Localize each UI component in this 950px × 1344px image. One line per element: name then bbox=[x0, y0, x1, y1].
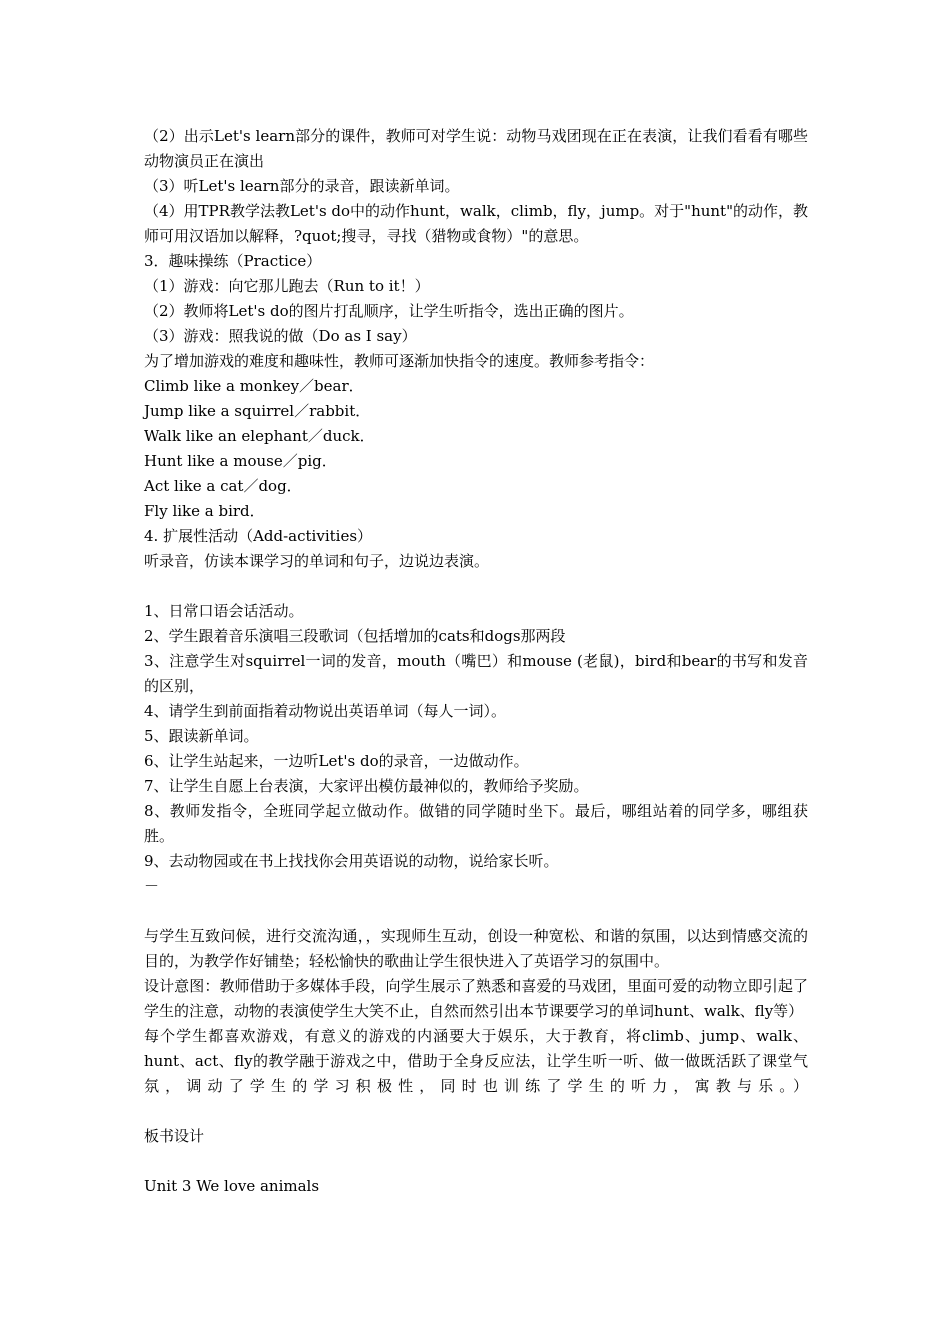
list-item-1: 1、日常口语会话活动。 bbox=[144, 602, 304, 620]
paragraph-game-rationale: 每个学生都喜欢游戏，有意义的游戏的内涵要大于娱乐，大于教育，将climb、jump、walk、hunt、act、fly的教学融于游戏之中，借助于全身反应法，让学生听一听、做一做既活跃了课堂气氛，调动了学生的学习积极性，同时也训练了学生的听力，寓教与乐。） bbox=[144, 1027, 808, 1095]
paragraph-game-2: （2）教师将Let's do的图片打乱顺序，让学生听指令，选出正确的图片。 bbox=[144, 302, 634, 320]
blank-line bbox=[144, 1099, 808, 1124]
paragraph-listen: 听录音，仿读本课学习的单词和句子，边说边表演。 bbox=[144, 552, 490, 570]
document-body bbox=[144, 124, 808, 1199]
dash-separator: － bbox=[144, 877, 160, 895]
blank-line bbox=[144, 574, 808, 599]
paragraph-design-intent: 设计意图：教师借助于多媒体手段，向学生展示了熟悉和喜爱的马戏团，里面可爱的动物立即引起了学生的注意，动物的表演使学生大笑不止，自然而然引出本节课要学习的单词hunt、walk、fly等） bbox=[144, 977, 808, 1020]
paragraph-game-3: （3）游戏：照我说的做（Do as I say） bbox=[144, 327, 417, 345]
paragraph-step-2: （2）出示Let's learn部分的课件，教师可对学生说：动物马戏团现在正在表演，让我们看看有哪些动物演员正在演出 bbox=[144, 127, 808, 170]
list-item-2: 2、学生跟着音乐演唱三段歌词（包括增加的cats和dogs那两段 bbox=[144, 627, 566, 645]
instruction-fly: Fly like a bird． bbox=[144, 502, 265, 520]
paragraph-greeting-rationale: 与学生互致问候，进行交流沟通，，实现师生互动，创设一种宽松、和谐的氛围，以达到情感交流的目的，为教学作好铺垫；轻松愉快的歌曲让学生很快进入了英语学习的氛围中。 bbox=[144, 927, 808, 970]
instruction-climb: Climb like a monkey／bear． bbox=[144, 377, 364, 395]
paragraph-step-3: （3）听Let's learn部分的录音，跟读新单词。 bbox=[144, 177, 460, 195]
list-item-9: 9、去动物园或在书上找找你会用英语说的动物，说给家长听。 bbox=[144, 852, 559, 870]
list-item-4: 4、请学生到前面指着动物说出英语单词（每人一词）。 bbox=[144, 702, 507, 720]
instruction-hunt: Hunt like a mouse／pig． bbox=[144, 452, 337, 470]
instruction-act: Act like a cat／dog． bbox=[144, 477, 302, 495]
list-item-5: 5、跟读新单词。 bbox=[144, 727, 259, 745]
instruction-walk: Walk like an elephant／duck． bbox=[144, 427, 375, 445]
list-item-7: 7、让学生自愿上台表演，大家评出模仿最神似的，教师给予奖励。 bbox=[144, 777, 589, 795]
section-heading-add-activities: 4. 扩展性活动（Add-activities） bbox=[144, 527, 373, 545]
list-item-8: 8、教师发指令，全班同学起立做动作。做错的同学随时坐下。最后，哪组站着的同学多，哪组获胜。 bbox=[144, 802, 808, 845]
blank-line bbox=[144, 1149, 808, 1174]
instruction-jump: Jump like a squirrel／rabbit． bbox=[144, 402, 371, 420]
board-design-heading: 板书设计 bbox=[144, 1127, 205, 1145]
list-item-3: 3、注意学生对squirrel一词的发音，mouth（嘴巴）和mouse (老鼠)，bird和bear的书写和发音的区别， bbox=[144, 652, 808, 695]
unit-title: Unit 3 We love animals bbox=[144, 1177, 320, 1195]
paragraph-instructions-intro: 为了增加游戏的难度和趣味性，教师可逐渐加快指令的速度。教师参考指令： bbox=[144, 352, 655, 370]
list-item-6: 6、让学生站起来，一边听Let's do的录音，一边做动作。 bbox=[144, 752, 529, 770]
blank-line bbox=[144, 899, 808, 924]
section-heading-practice: 3．趣味操练（Practice） bbox=[144, 252, 322, 270]
paragraph-step-4: （4）用TPR教学法教Let's do中的动作hunt，walk，climb，fly，jump。对于"hunt"的动作，教师可用汉语加以解释，?quot;搜寻，寻找（猎物或食物）"的意思。 bbox=[144, 202, 808, 245]
paragraph-game-1: （1）游戏：向它那儿跑去（Run to it！） bbox=[144, 277, 430, 295]
